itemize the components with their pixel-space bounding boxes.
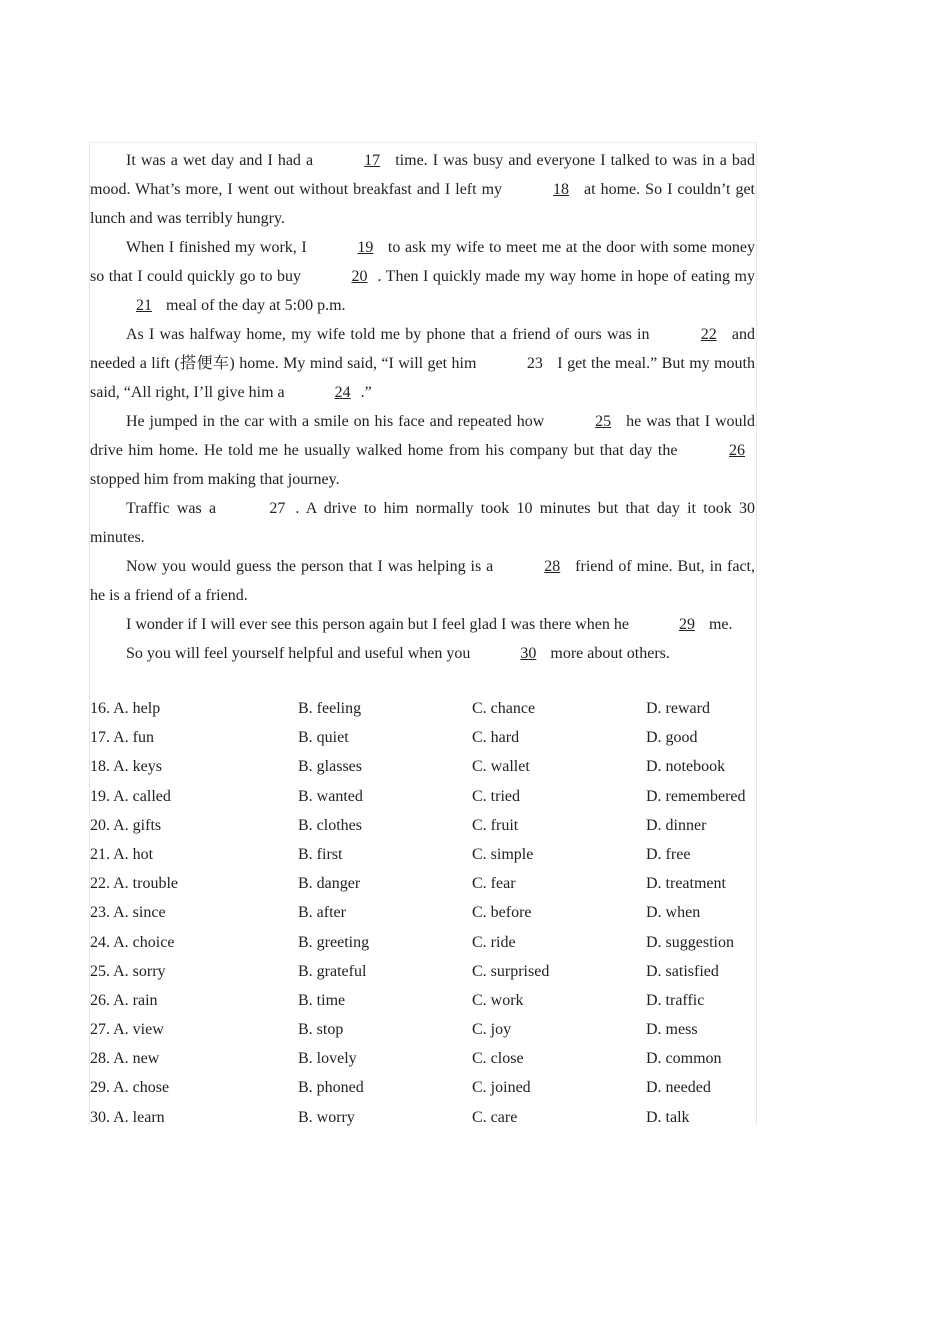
question-row bbox=[90, 840, 755, 869]
option-b: B. after bbox=[298, 904, 346, 922]
option-d: D. notebook bbox=[646, 758, 726, 776]
question-row bbox=[90, 986, 755, 1015]
option-b: B. first bbox=[298, 845, 343, 863]
option-a: 17. A. fun bbox=[90, 729, 154, 747]
option-b: B. grateful bbox=[298, 962, 367, 980]
option-d: D. mess bbox=[646, 1021, 698, 1039]
option-b: B. wanted bbox=[298, 787, 363, 805]
passage-text: When I finished my work, I bbox=[126, 239, 312, 256]
blank-29: 29 bbox=[678, 616, 695, 633]
option-d: D. reward bbox=[646, 700, 710, 717]
blank-24: 24 bbox=[334, 384, 351, 401]
option-b: B. time bbox=[298, 991, 346, 1009]
passage-text: time. I was busy and everyone I talked to was in a bad mood. What’s more, I went out without breakfast and I left my bbox=[90, 152, 756, 198]
paragraph-7 bbox=[90, 610, 755, 639]
option-d: D. satisfied bbox=[646, 962, 719, 980]
option-a: 30. A. learn bbox=[90, 1108, 165, 1126]
passage-text: friend of mine. But, in fact, he is a friend of a friend. bbox=[90, 558, 755, 604]
option-c: C. surprised bbox=[472, 962, 550, 980]
option-a: 29. A. chose bbox=[90, 1079, 170, 1097]
question-row bbox=[90, 782, 755, 811]
option-c: C. chance bbox=[472, 700, 536, 717]
option-d: D. dinner bbox=[646, 816, 707, 834]
option-a: 19. A. called bbox=[90, 787, 171, 805]
cloze-passage bbox=[90, 146, 755, 668]
passage-text: and needed a lift (搭便车) home. My mind said, “I will get him bbox=[90, 326, 755, 372]
option-b: B. greeting bbox=[298, 933, 370, 951]
option-a: 21. A. hot bbox=[90, 845, 154, 863]
passage-text: .” bbox=[360, 384, 372, 401]
question-row bbox=[90, 898, 755, 927]
option-d: D. needed bbox=[646, 1079, 711, 1097]
passage-text: he was that I would drive him home. He told me he usually walked home from his company but that day the bbox=[90, 413, 755, 459]
question-row bbox=[90, 811, 755, 840]
option-d: D. free bbox=[646, 845, 691, 863]
option-a: 18. A. keys bbox=[90, 758, 162, 776]
question-row bbox=[90, 1044, 755, 1073]
passage-text: at home. So I couldn’t get lunch and was terribly hungry. bbox=[90, 181, 755, 227]
passage-text: me. bbox=[704, 616, 733, 633]
passage-text: I get the meal.” But my mouth said, “All right, I’ll give him a bbox=[90, 355, 755, 401]
blank-30: 30 bbox=[520, 645, 537, 662]
option-c: C. wallet bbox=[472, 758, 530, 776]
question-row bbox=[90, 1103, 755, 1132]
blank-18: 18 bbox=[553, 181, 570, 198]
option-d: D. suggestion bbox=[646, 933, 734, 951]
option-d: D. traffic bbox=[646, 991, 705, 1009]
option-b: B. clothes bbox=[298, 816, 362, 834]
passage-text: . A drive to him normally took 10 minutes but that day it took 30 minutes. bbox=[90, 500, 755, 546]
paragraph-8 bbox=[90, 639, 755, 668]
question-row bbox=[90, 1015, 755, 1044]
blank-26: 26 bbox=[729, 442, 745, 459]
blank-19: 19 bbox=[357, 239, 374, 256]
option-c: C. before bbox=[472, 904, 532, 922]
option-d: D. common bbox=[646, 1050, 722, 1068]
option-a: 26. A. rain bbox=[90, 991, 158, 1009]
option-c: C. close bbox=[472, 1050, 524, 1068]
paragraph-2 bbox=[90, 233, 755, 320]
blank-28: 28 bbox=[544, 558, 561, 575]
question-row bbox=[90, 752, 755, 781]
answer-options bbox=[90, 694, 755, 1132]
option-c: C. hard bbox=[472, 729, 520, 747]
option-d: D. good bbox=[646, 729, 698, 747]
question-row bbox=[90, 869, 755, 898]
option-c: C. tried bbox=[472, 787, 520, 805]
option-c: C. ride bbox=[472, 933, 516, 951]
option-a: 27. A. view bbox=[90, 1021, 164, 1039]
blank-17: 17 bbox=[364, 152, 381, 169]
option-c: C. joy bbox=[472, 1021, 512, 1039]
passage-text: meal of the day at 5:00 p.m. bbox=[162, 297, 346, 314]
passage-text: to ask my wife to meet me at the door with some money so that I could quickly go to buy bbox=[90, 239, 756, 285]
option-a: 25. A. sorry bbox=[90, 962, 166, 980]
passage-text: I wonder if I will ever see this person again but I feel glad I was there when he bbox=[126, 616, 633, 633]
paragraph-3 bbox=[90, 320, 755, 407]
passage-text: Now you would guess the person that I was helping is a bbox=[126, 558, 499, 575]
blank-20: 20 bbox=[351, 268, 368, 285]
option-a: 23. A. since bbox=[90, 904, 166, 922]
passage-text: So you will feel yourself helpful and useful when you bbox=[126, 645, 475, 662]
blank-22: 22 bbox=[700, 326, 717, 343]
option-b: B. lovely bbox=[298, 1050, 357, 1068]
option-a: 22. A. trouble bbox=[90, 875, 178, 893]
option-b: B. worry bbox=[298, 1108, 355, 1126]
blank-27: 27 bbox=[269, 500, 286, 517]
question-row bbox=[90, 957, 755, 986]
option-c: C. fruit bbox=[472, 816, 519, 834]
option-c: C. care bbox=[472, 1108, 518, 1126]
paragraph-6 bbox=[90, 552, 755, 610]
option-b: B. quiet bbox=[298, 729, 349, 747]
question-row bbox=[90, 1073, 755, 1102]
option-d: D. remembered bbox=[646, 787, 746, 805]
question-row bbox=[90, 928, 755, 957]
paragraph-4 bbox=[90, 407, 755, 494]
option-a: 16. A. help bbox=[90, 700, 161, 717]
question-row bbox=[90, 723, 755, 752]
option-b: B. danger bbox=[298, 875, 361, 893]
option-c: C. simple bbox=[472, 845, 534, 863]
passage-text: more about others. bbox=[546, 645, 670, 662]
blank-23: 23 bbox=[526, 355, 543, 372]
passage-text: stopped him from making that journey. bbox=[90, 471, 340, 488]
option-a: 20. A. gifts bbox=[90, 816, 162, 834]
paragraph-1 bbox=[90, 146, 755, 233]
paragraph-5 bbox=[90, 494, 755, 552]
option-a: 28. A. new bbox=[90, 1050, 160, 1068]
option-b: B. feeling bbox=[298, 700, 362, 717]
option-b: B. phoned bbox=[298, 1079, 364, 1097]
blank-25: 25 bbox=[595, 413, 612, 430]
option-c: C. fear bbox=[472, 875, 516, 893]
blank-21: 21 bbox=[136, 297, 152, 314]
option-d: D. treatment bbox=[646, 875, 726, 893]
option-d: D. talk bbox=[646, 1108, 690, 1126]
option-b: B. glasses bbox=[298, 758, 362, 776]
passage-text: . Then I quickly made my way home in hope of eating my bbox=[377, 268, 755, 285]
option-c: C. work bbox=[472, 991, 524, 1009]
option-b: B. stop bbox=[298, 1021, 344, 1039]
option-a: 24. A. choice bbox=[90, 933, 175, 951]
option-d: D. when bbox=[646, 904, 701, 922]
passage-text: Traffic was a bbox=[126, 500, 224, 517]
passage-text: He jumped in the car with a smile on his face and repeated how bbox=[126, 413, 550, 430]
question-row bbox=[90, 694, 755, 723]
option-c: C. joined bbox=[472, 1079, 531, 1097]
passage-text: It was a wet day and I had a bbox=[126, 152, 319, 169]
passage-text: As I was halfway home, my wife told me by phone that a friend of ours was in bbox=[126, 326, 655, 343]
